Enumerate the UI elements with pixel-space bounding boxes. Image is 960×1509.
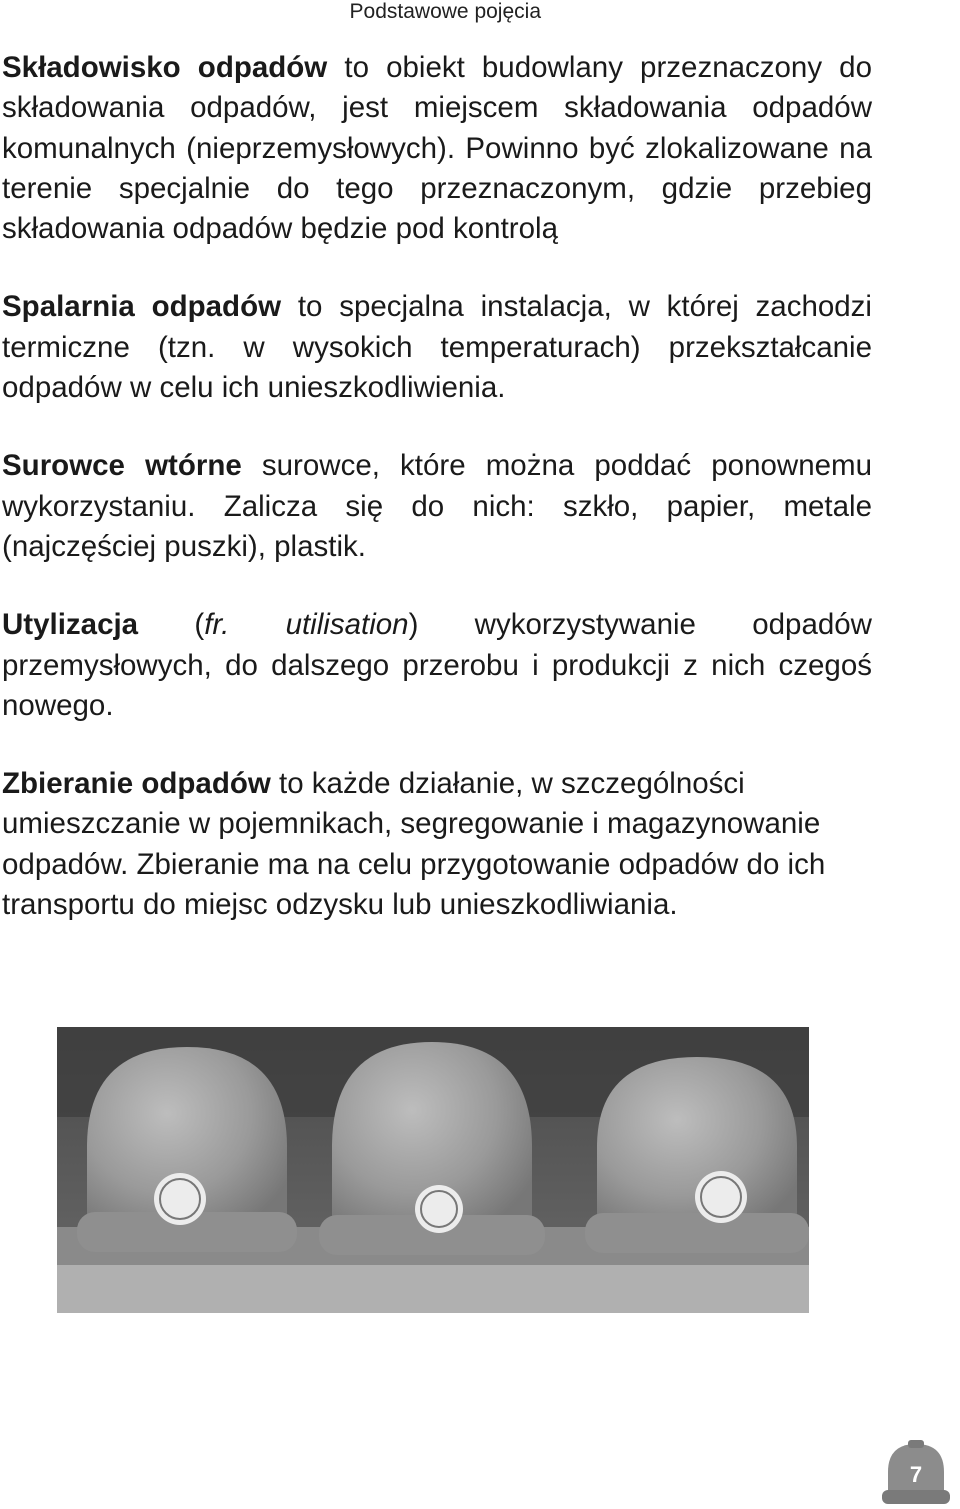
- definition-text: to obiekt budowlany przeznaczony do składowania odpadów, jest miejscem składowania odpadów komunalnych (nieprzemysłowych). Powinno być zlokalizowane na terenie specjalnie do tego przeznaczonym, gdzie przebieg składowania odpadów będzie pod kontrolą: [2, 51, 872, 246]
- recycling-bins-photo: [57, 1027, 809, 1313]
- definition-etymology: fr. utilisation: [204, 608, 409, 642]
- definition-item: [2, 48, 872, 249]
- page-number: 7: [909, 1462, 923, 1487]
- definition-text: to specjalna instalacja, w której zachodzi termiczne (tzn. w wysokich temperaturach) przekształcanie odpadów w celu ich unieszkodliwienia.: [2, 290, 872, 405]
- definition-item: [2, 287, 872, 408]
- definition-text: surowce, które można poddać ponownemu wykorzystaniu. Zalicza się do nich: szkło, papier, metale (najczęściej puszki), plastik.: [2, 449, 872, 563]
- running-header: [0, 0, 960, 24]
- definition-term: Utylizacja: [2, 608, 139, 642]
- definition-term: Spalarnia odpadów: [2, 290, 282, 324]
- definition-item: [2, 446, 872, 567]
- section-title: Podstawowe pojęcia: [349, 0, 541, 23]
- definition-text-open: (: [138, 608, 205, 642]
- definition-term: Surowce wtórne: [2, 449, 242, 483]
- definition-text: ) wykorzystywanie odpadów przemysłowych, do dalszego przerobu i produkcji z nich czegoś nowego.: [2, 608, 872, 722]
- definition-text: to każde działanie, w szczególności umieszczanie w pojemnikach, segregowanie i magazynowanie odpadów. Zbieranie ma na celu przygotowanie odpadów do ich transportu do miejsc odzysku lub unieszkodliwiania.: [2, 767, 826, 922]
- definition-term: Składowisko odpadów: [2, 51, 328, 84]
- definitions-list: [2, 48, 872, 963]
- definition-item: [2, 605, 872, 726]
- definition-term: Zbieranie odpadów: [2, 767, 271, 801]
- definition-item: [2, 764, 872, 925]
